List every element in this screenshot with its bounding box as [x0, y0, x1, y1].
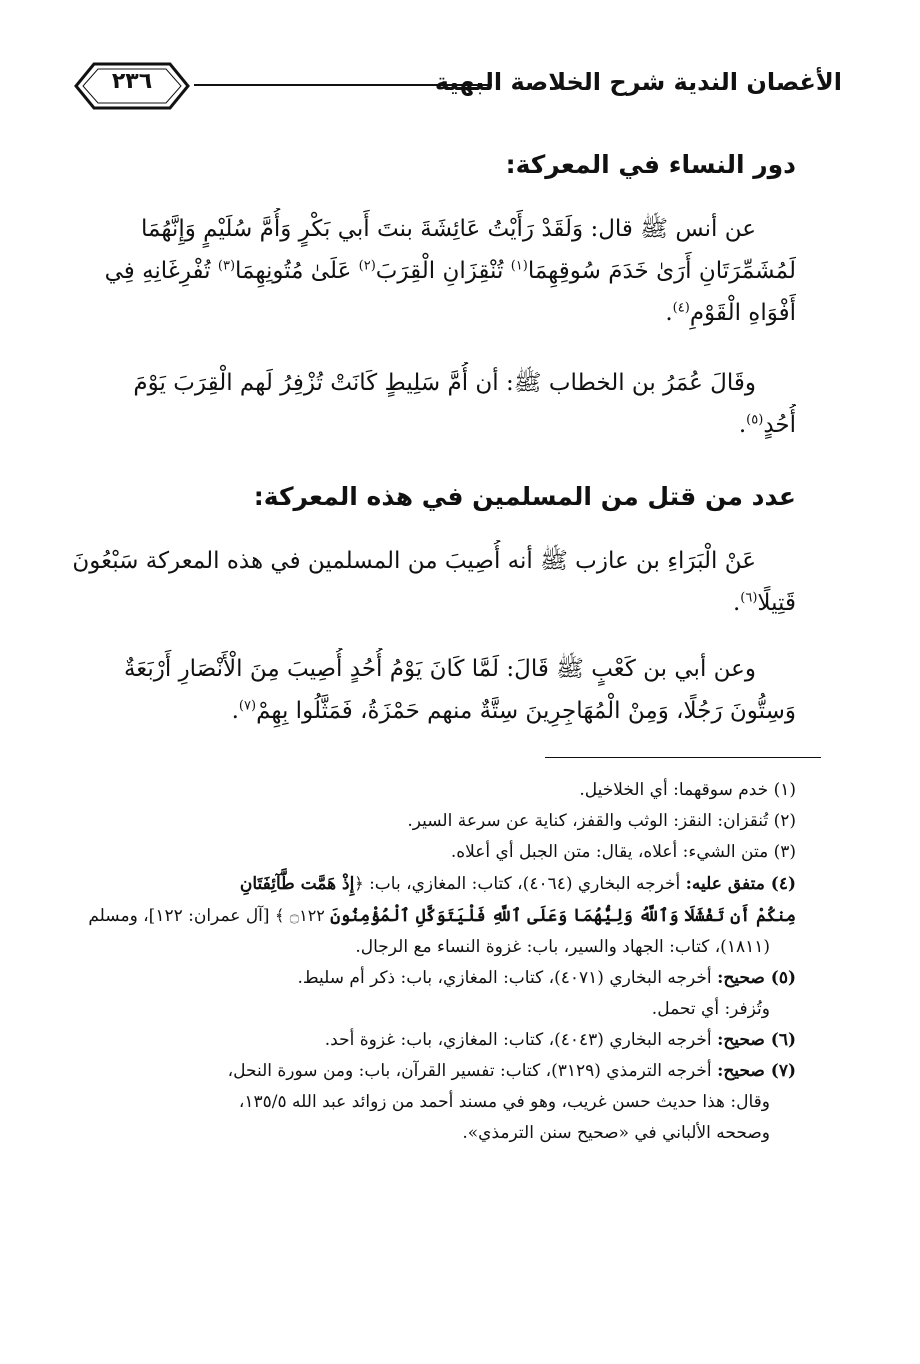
paragraph-ubayy	[72, 648, 796, 732]
footnotes	[72, 775, 796, 1149]
quran-verse-part2: مِنكُمْ أَن تَفْشَلَا وَٱللَّهُ وَلِيُّهُمَا وَعَلَى ٱللَّهِ فَلْيَتَوَكَّلِ ٱلْمُؤْمِنُونَ	[330, 906, 796, 926]
text-line: وعن أبي بن كَعْبٍ ﷺ قَالَ: لَمَّا كَانَ يَوْمُ أُحُدٍ أُصِيبَ مِنَ الْأَنْصَارِ أَرْبَعَةٌ	[123, 656, 756, 682]
footnote-7-cont: وقال: هذا حديث حسن غريب، وهو في مسند أحمد من زوائد عبد الله ١٣٥/٥،	[238, 1092, 770, 1112]
footnote-ref[interactable]: (٤)	[672, 300, 690, 316]
paragraph-baraa	[72, 540, 796, 624]
book-title: الأغصان الندية شرح الخلاصة البهية	[434, 68, 842, 96]
text-line: أُحُدٍ$^{(٥)}$.	[738, 412, 796, 438]
footnote-ref[interactable]: (٦)	[740, 590, 758, 606]
footnote-4-cont: مِنكُمْ أَن تَفْشَلَا وَٱللَّهُ وَلِيُّهُمَا وَعَلَى ٱللَّهِ فَلْيَتَوَكَّلِ ٱلْمُؤْمِنُونَ ۝١٢٢ ﴾ [آل عمران: ١٢٢]، ومسلم	[88, 906, 796, 926]
text-line: وقَالَ عُمَرُ بن الخطاب ﷺ: أن أُمَّ سَلِيطٍ كَانَتْ تُزْفِرُ لَهم الْقِرَبَ يَوْمَ	[133, 370, 756, 396]
quran-verse-part1: إِذْ هَمَّت طَّآئِفَتَانِ	[239, 874, 355, 894]
footnote-ref[interactable]: (٣)	[217, 258, 236, 274]
header-rule	[194, 84, 492, 86]
text-line: عَنْ الْبَرَاءِ بن عازب ﷺ أنه أُصِيبَ من المسلمين في هذه المعركة سَبْعُونَ	[72, 548, 756, 574]
footnote-ref[interactable]: (٧)	[238, 698, 257, 714]
footnote-4: (٤) متفق عليه: أخرجه البخاري (٤٠٦٤)، كتاب: المغازي، باب: ﴿إِذْ هَمَّت طَّآئِفَتَانِ	[239, 874, 796, 894]
footnote-7: (٧) صحيح: أخرجه الترمذي (٣١٢٩)، كتاب: تفسير القرآن، باب: ومن سورة النحل،	[227, 1061, 796, 1081]
footnote-4-cont: (١٨١١)، كتاب: الجهاد والسير، باب: غزوة النساء مع الرجال.	[355, 937, 770, 957]
section-heading-women-role: دور النساء في المعركة:	[505, 150, 796, 179]
footnote-7-cont: وصححه الألباني في «صحيح سنن الترمذي».	[462, 1123, 770, 1143]
footnote-separator	[545, 757, 821, 758]
text-line: لَمُشَمِّرَتَانِ أَرَىٰ خَدَمَ سُوقِهِمَا$^{(١)}$ تُنْقِزَانِ الْقِرَبَ$^{(٢)}$ عَلَىٰ مُتُونِهِمَا$^{(٣)}$ تُفْرِغَانِهِ فِي	[104, 258, 796, 284]
paragraph-umar	[72, 362, 796, 446]
footnote-3: (٣) متن الشيء: أعلاه، يقال: متن الجبل أي أعلاه.	[450, 842, 796, 862]
verse-number-icon: ۝١٢٢	[289, 906, 325, 925]
text-line: وَسِتُّونَ رَجُلًا، وَمِنْ الْمُهَاجِرِينَ سِتَّةٌ منهم حَمْزَةُ، فَمَثَّلُوا بِهِمْ$^{(٧)}$.	[231, 698, 796, 724]
section-heading-casualties: عدد من قتل من المسلمين في هذه المعركة:	[253, 482, 796, 511]
text-line: قَتِيلًا$^{(٦)}$.	[732, 590, 796, 616]
footnote-ref[interactable]: (١)	[510, 258, 528, 274]
footnote-1: (١) خدم سوقهما: أي الخلاخيل.	[579, 780, 796, 800]
text-line: عن أنس ﷺ قال: وَلَقَدْ رَأَيْتُ عَائِشَةَ بنتَ أَبي بَكْرٍ وَأُمَّ سُلَيْمٍ وَإِنَّهُمَا	[141, 216, 756, 242]
footnote-5: (٥) صحيح: أخرجه البخاري (٤٠٧١)، كتاب: المغازي، باب: ذكر أم سليط.	[297, 968, 796, 988]
quran-bracket-close-icon: ﴾	[274, 906, 285, 925]
footnote-5-cont: وتُزفر: أي تحمل.	[651, 999, 770, 1019]
quran-bracket-open-icon: ﴿	[354, 874, 364, 893]
paragraph-anas	[72, 208, 796, 334]
footnote-ref[interactable]: (٥)	[746, 412, 764, 428]
page-number: ٢٣٦	[111, 69, 153, 94]
footnote-2: (٢) تُنقزان: النقز: الوثب والقفز، كناية عن سرعة السير.	[407, 811, 796, 831]
footnote-ref[interactable]: (٢)	[358, 258, 376, 274]
footnote-6: (٦) صحيح: أخرجه البخاري (٤٠٤٣)، كتاب: المغازي، باب: غزوة أحد.	[324, 1030, 796, 1050]
running-header	[72, 60, 842, 120]
text-line: أَفْوَاهِ الْقَوْمِ$^{(٤)}$.	[665, 300, 796, 326]
page-number-badge	[72, 60, 192, 112]
